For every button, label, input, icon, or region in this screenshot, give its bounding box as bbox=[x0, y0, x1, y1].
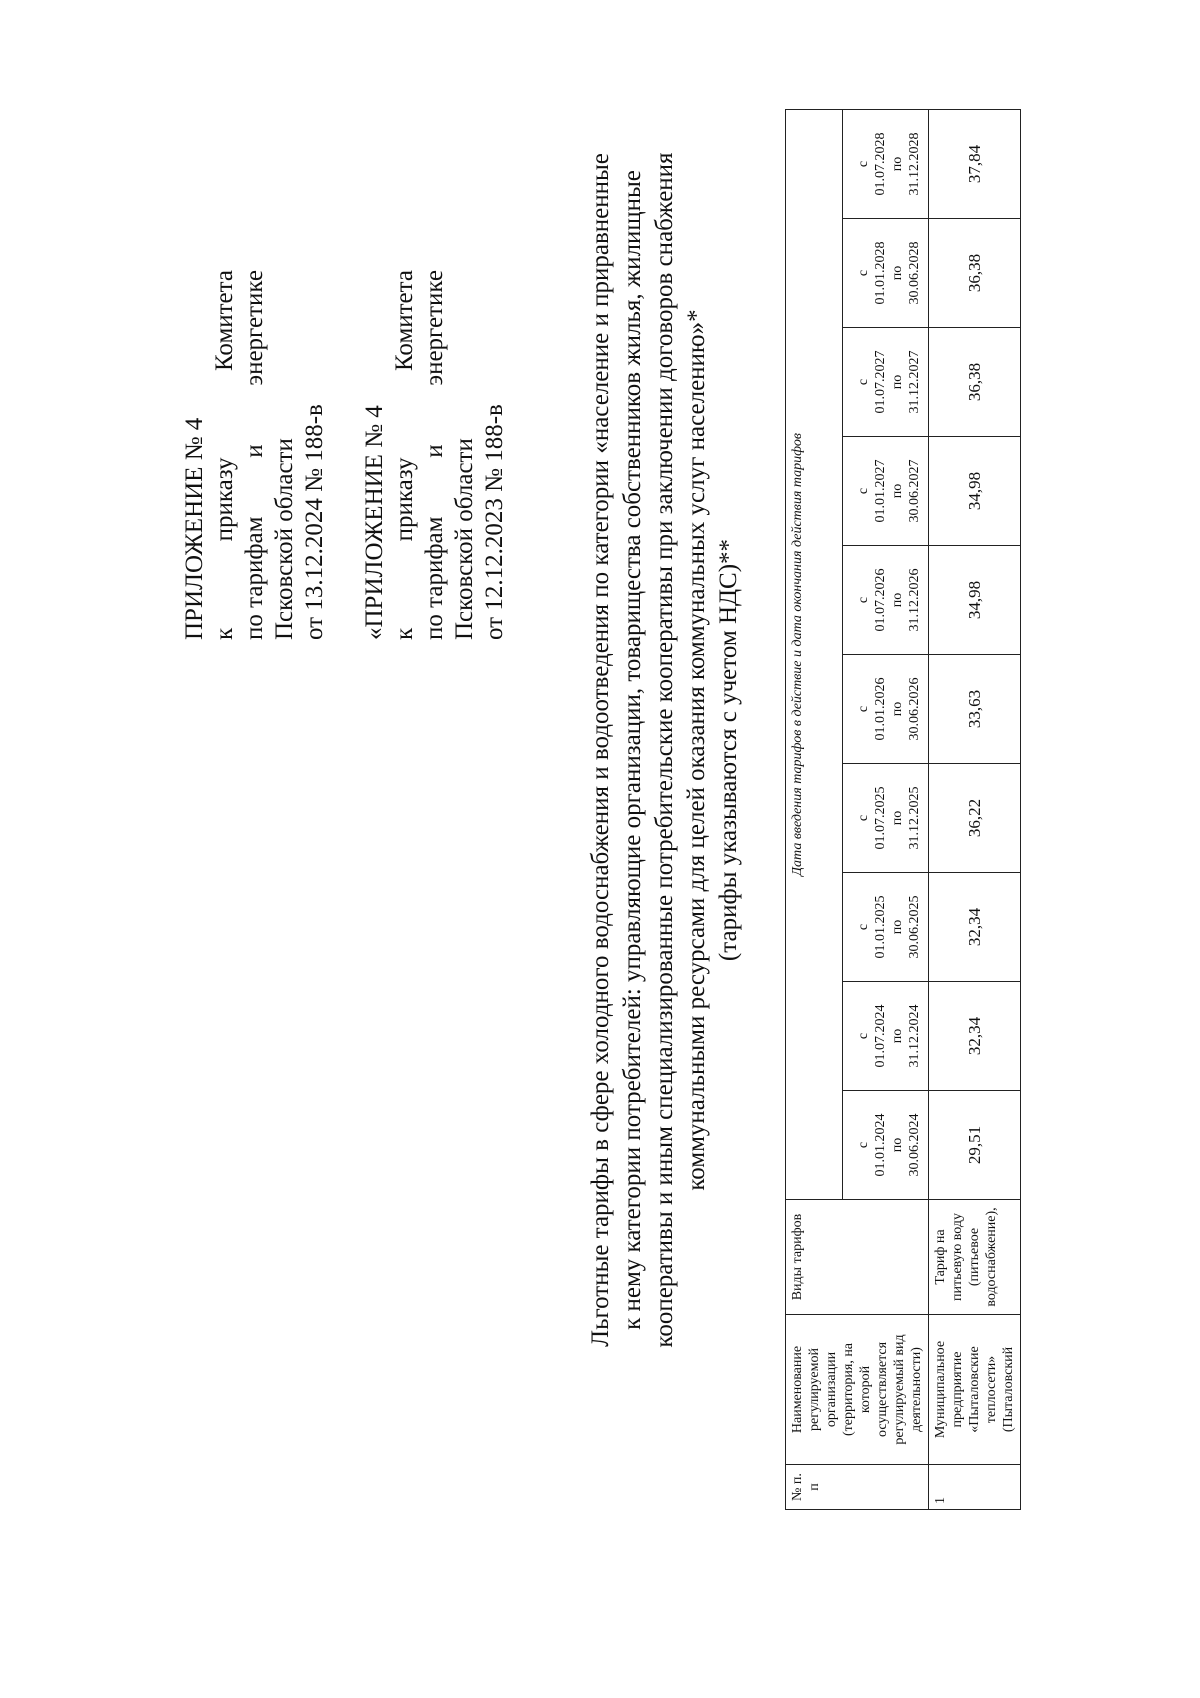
tariff-value: 32,34 bbox=[929, 982, 1021, 1091]
period-to-word: по bbox=[890, 701, 905, 717]
period-to-word: по bbox=[890, 592, 905, 608]
period-to-word: по bbox=[890, 483, 905, 499]
period-header bbox=[843, 328, 929, 437]
period-header bbox=[843, 219, 929, 328]
appendix-committee-line: по тарифам и энергетике bbox=[421, 270, 448, 640]
appendix-header-previous bbox=[360, 270, 510, 640]
tariff-value: 29,51 bbox=[929, 1091, 1021, 1200]
table-header-row bbox=[786, 109, 843, 1509]
period-to: 30.06.2025 bbox=[907, 895, 922, 959]
period-to: 30.06.2026 bbox=[907, 677, 922, 741]
period-to: 31.12.2024 bbox=[907, 1004, 922, 1068]
period-to: 31.12.2027 bbox=[907, 350, 922, 414]
row-number: 1 bbox=[929, 1465, 1021, 1510]
period-from-word: с bbox=[856, 378, 871, 386]
period-to-word: по bbox=[890, 156, 905, 172]
appendix-region-line: Псковской области bbox=[451, 438, 478, 640]
appendix-header-current bbox=[180, 270, 330, 640]
row-tariff-type: Тариф на питьевую воду (питьевое водоснабжение), bbox=[929, 1200, 1021, 1315]
period-header bbox=[843, 982, 929, 1091]
heading-line: коммунальными ресурсами для целей оказания коммунальных услуг населению»* bbox=[683, 309, 710, 1191]
period-from: 01.07.2028 bbox=[873, 132, 888, 196]
period-header bbox=[843, 109, 929, 218]
heading-line: к нему категории потребителей: управляющие организации, товарищества собственников жилья, жилищные bbox=[619, 170, 646, 1330]
period-to-word: по bbox=[890, 810, 905, 826]
period-to-word: по bbox=[890, 1137, 905, 1153]
tariff-value: 32,34 bbox=[929, 873, 1021, 982]
period-from: 01.01.2028 bbox=[873, 241, 888, 305]
document-heading bbox=[585, 120, 745, 1380]
period-to: 31.12.2028 bbox=[907, 132, 922, 196]
appendix-region-line: Псковской области bbox=[271, 438, 298, 640]
period-to: 30.06.2027 bbox=[907, 459, 922, 523]
header-dates-group: Дата введения тарифов в действие и дата окончания действия тарифов bbox=[786, 109, 843, 1199]
period-to: 30.06.2028 bbox=[907, 241, 922, 305]
header-organization: Наименование регулируемой организации (территория, на которой осуществляется регулируемый вид деятельности) bbox=[786, 1315, 929, 1465]
header-tariff-type: Виды тарифов bbox=[786, 1200, 929, 1315]
period-from-word: с bbox=[856, 269, 871, 277]
period-from: 01.01.2027 bbox=[873, 459, 888, 523]
period-from: 01.07.2024 bbox=[873, 1004, 888, 1068]
row-organization: Муниципальное предприятие «Пыталовские теплосети» (Пыталовский bbox=[929, 1315, 1021, 1465]
period-from-word: с bbox=[856, 1032, 871, 1040]
period-from-word: с bbox=[856, 596, 871, 604]
period-from-word: с bbox=[856, 814, 871, 822]
period-header bbox=[843, 1091, 929, 1200]
period-to: 30.06.2024 bbox=[907, 1113, 922, 1177]
period-header bbox=[843, 437, 929, 546]
period-header bbox=[843, 764, 929, 873]
period-from-word: с bbox=[856, 923, 871, 931]
tariff-value: 33,63 bbox=[929, 655, 1021, 764]
period-to: 31.12.2025 bbox=[907, 786, 922, 850]
period-from: 01.07.2026 bbox=[873, 568, 888, 632]
period-from: 01.01.2024 bbox=[873, 1113, 888, 1177]
period-to-word: по bbox=[890, 374, 905, 390]
appendix-order-line: к приказу Комитета bbox=[211, 270, 238, 640]
period-header bbox=[843, 546, 929, 655]
period-to-word: по bbox=[890, 265, 905, 281]
appendix-date-line: от 13.12.2024 № 188-в bbox=[301, 404, 328, 640]
appendix-title: ПРИЛОЖЕНИЕ № 4 bbox=[181, 417, 208, 640]
period-from-word: с bbox=[856, 1141, 871, 1149]
heading-line: кооперативы и иным специализированные потребительские кооперативы при заключении договоров снабжения bbox=[651, 152, 678, 1348]
period-from-word: с bbox=[856, 160, 871, 168]
period-from: 01.01.2026 bbox=[873, 677, 888, 741]
heading-subtitle: (тарифы указываются с учетом НДС)** bbox=[715, 538, 742, 962]
period-header bbox=[843, 655, 929, 764]
appendix-committee-line: по тарифам и энергетике bbox=[241, 270, 268, 640]
period-to-word: по bbox=[890, 1028, 905, 1044]
period-to: 31.12.2026 bbox=[907, 568, 922, 632]
tariff-table bbox=[785, 109, 1021, 1510]
period-from: 01.01.2025 bbox=[873, 895, 888, 959]
tariff-value: 34,98 bbox=[929, 437, 1021, 546]
tariff-value: 34,98 bbox=[929, 546, 1021, 655]
appendix-order-line: к приказу Комитета bbox=[391, 270, 418, 640]
tariff-value: 36,38 bbox=[929, 328, 1021, 437]
period-header bbox=[843, 873, 929, 982]
tariff-value: 36,38 bbox=[929, 219, 1021, 328]
tariff-value: 37,84 bbox=[929, 109, 1021, 218]
table-body bbox=[929, 109, 1021, 1509]
period-from: 01.07.2025 bbox=[873, 786, 888, 850]
period-from: 01.07.2027 bbox=[873, 350, 888, 414]
tariff-value: 36,22 bbox=[929, 764, 1021, 873]
heading-line: Льготные тарифы в сфере холодного водоснабжения и водоотведения по категории «население и приравненные bbox=[587, 153, 614, 1347]
header-number: № п. п bbox=[786, 1465, 929, 1510]
period-to-word: по bbox=[890, 919, 905, 935]
appendix-date-line: от 12.12.2023 № 188-в bbox=[481, 404, 508, 640]
period-from-word: с bbox=[856, 487, 871, 495]
document-page bbox=[20, 40, 1180, 1680]
table-row bbox=[929, 109, 1021, 1509]
appendix-title: «ПРИЛОЖЕНИЕ № 4 bbox=[361, 405, 388, 640]
period-from-word: с bbox=[856, 705, 871, 713]
